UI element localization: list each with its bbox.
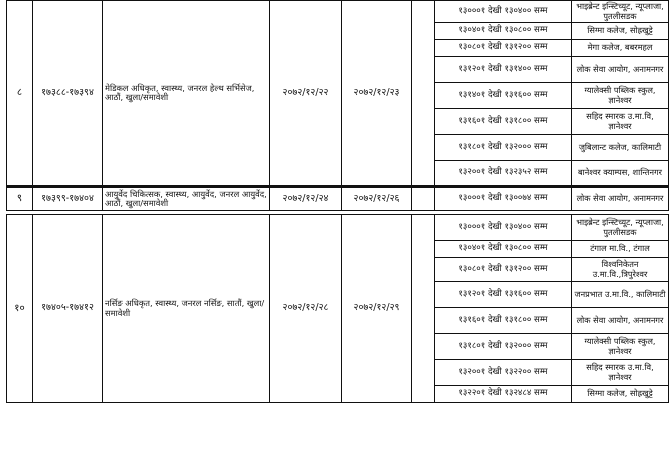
exam-center: लोक सेवा आयोग, अनामनगर xyxy=(572,308,669,334)
symbol-number-range: १३०८०१ देखी १३१२०० सम्म xyxy=(435,258,572,282)
symbol-number-range: १३१४०१ देखी १३१६०० सम्म xyxy=(435,83,572,109)
exam-date-from: २०७२/१२/२८ xyxy=(270,215,342,403)
symbol-number-range: १३२२०१ देखी १३२४८४ सम्म xyxy=(435,386,572,403)
symbol-number-range: १३१६०१ देखी १३१८०० सम्म xyxy=(435,109,572,135)
exam-center: भाइब्रेन्ट इन्स्टिच्यूट, न्यूप्लाजा, पुतलीसडक xyxy=(572,215,669,241)
exam-date-from: २०७२/१२/२२ xyxy=(270,1,342,187)
table-row xyxy=(7,1,669,23)
exam-center: ग्यालेक्सी पब्लिक स्कुल, ज्ञानेश्वर xyxy=(572,334,669,360)
serial-number: ९ xyxy=(7,187,33,211)
symbol-number-range: १३०८०१ देखी १३१२०० सम्म xyxy=(435,40,572,57)
blank-cell xyxy=(412,215,435,403)
roll-number-range: १७३९९-१७४०४ xyxy=(33,187,103,211)
exam-center: मेगा कलेज, बबरमहल xyxy=(572,40,669,57)
serial-number: १० xyxy=(7,215,33,403)
symbol-number-range: १३१६०१ देखी १३१८०० सम्म xyxy=(435,308,572,334)
roll-number-range: १७४०५-१७४१२ xyxy=(33,215,103,403)
exam-center: सहिद स्मारक उ.मा.वि, ज्ञानेश्वर xyxy=(572,360,669,386)
blank-cell xyxy=(412,1,435,187)
exam-center: जनप्रभात उ.मा.वि., कालिमाटी xyxy=(572,282,669,308)
exam-date-to: २०७२/१२/२९ xyxy=(342,215,412,403)
symbol-number-range: १३१२०१ देखी १३१६०० सम्म xyxy=(435,282,572,308)
exam-center: टंगाल मा.वि., टंगाल xyxy=(572,241,669,258)
symbol-number-range: १३०००१ देखी १३०४०० सम्म xyxy=(435,1,572,23)
symbol-number-range: १३०४०१ देखी १३०८०० सम्म xyxy=(435,23,572,40)
exam-center: सहिद स्मारक उ.मा.वि, ज्ञानेश्वर xyxy=(572,109,669,135)
post-description: आयुर्वेद चिकित्सक, स्वास्थ्य, आयुर्वेद, जनरल आयुर्वेद, आठौं, खुला/समावेशी xyxy=(103,187,270,211)
blank-cell xyxy=(412,187,435,211)
exam-center: जुबिलान्ट कलेज, कालिमाटी xyxy=(572,135,669,161)
symbol-number-range: १३१८०१ देखी १३२००० सम्म xyxy=(435,334,572,360)
exam-schedule-document xyxy=(6,0,668,447)
roll-number-range: १७३८८-१७३९४ xyxy=(33,1,103,187)
table-row xyxy=(7,215,669,241)
symbol-number-range: १३२००१ देखी १३२२०० सम्म xyxy=(435,360,572,386)
table-row xyxy=(7,187,669,211)
exam-center: भाइब्रेन्ट इन्स्टिच्यूट, न्यूप्लाजा, पुतलीसडक xyxy=(572,1,669,23)
exam-date-from: २०७२/१२/२४ xyxy=(270,187,342,211)
exam-date-to: २०७२/१२/२३ xyxy=(342,1,412,187)
post-description: मेडिकल अधिकृत, स्वास्थ्य, जनरल हेल्थ सर्भिसेज, आठौं, खुला/समावेशी xyxy=(103,1,270,187)
table-body xyxy=(7,1,669,403)
post-description: नर्सिङ अधिकृत, स्वास्थ्य, जनरल नर्सिङ, सातौं, खुला/समावेशी xyxy=(103,215,270,403)
exam-center: सिग्मा कलेज, सोह्रखुट्टे xyxy=(572,386,669,403)
symbol-number-range: १३२००१ देखी १३२३५२ सम्म xyxy=(435,161,572,187)
exam-center: लोक सेवा आयोग, अनामनगर xyxy=(572,187,669,211)
exam-center: बानेश्वर क्याम्पस, शान्तिनगर xyxy=(572,161,669,187)
exam-center: लोक सेवा आयोग, अनामनगर xyxy=(572,57,669,83)
symbol-number-range: १३०००१ देखी १३००७४ सम्म xyxy=(435,187,572,211)
exam-date-to: २०७२/१२/२६ xyxy=(342,187,412,211)
symbol-number-range: १३०४०१ देखी १३०८०० सम्म xyxy=(435,241,572,258)
exam-center: ग्यालेक्सी पब्लिक स्कुल, ज्ञानेश्वर xyxy=(572,83,669,109)
symbol-number-range: १३१२०१ देखी १३१४०० सम्म xyxy=(435,57,572,83)
exam-center: विश्वनिकेतन उ.मा.वि.,त्रिपुरेश्वर xyxy=(572,258,669,282)
symbol-number-range: १३०००१ देखी १३०४०० सम्म xyxy=(435,215,572,241)
exam-schedule-table xyxy=(6,0,669,403)
exam-center: सिग्मा कलेज, सोह्रखुट्टे xyxy=(572,23,669,40)
serial-number: ८ xyxy=(7,1,33,187)
symbol-number-range: १३१८०१ देखी १३२००० सम्म xyxy=(435,135,572,161)
